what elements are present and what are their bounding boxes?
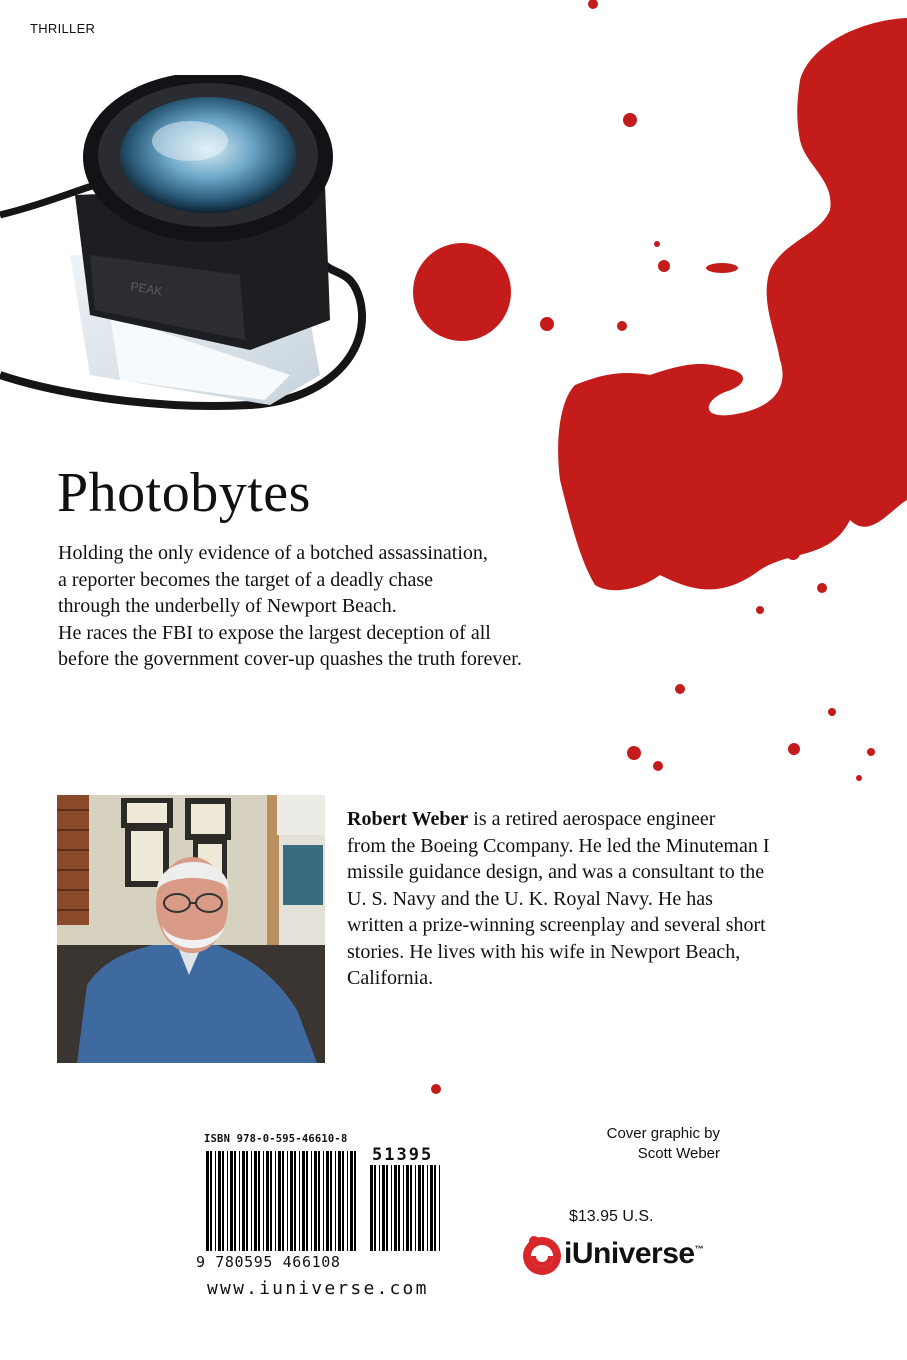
barcode-bar <box>427 1165 428 1251</box>
barcode-bar <box>379 1165 380 1251</box>
barcode-bars <box>206 1151 356 1251</box>
credit-line: Cover graphic by <box>606 1125 720 1142</box>
bio-line: stories. He lives with his wife in Newport Beach, <box>347 940 741 963</box>
barcode-bar <box>323 1151 324 1251</box>
barcode-bar <box>347 1151 348 1251</box>
publisher-name-text: iUniverse <box>564 1237 695 1270</box>
price-code: 51395 <box>372 1145 434 1165</box>
publisher-website: www.iuniverse.com <box>207 1278 429 1299</box>
barcode-bar <box>302 1151 305 1251</box>
barcode-bar <box>406 1165 409 1251</box>
synopsis-line: a reporter becomes the target of a deadly chase <box>58 568 433 591</box>
iuniverse-logo-icon <box>520 1232 564 1276</box>
isbn-label: ISBN 978-0-595-46610-8 <box>204 1133 348 1145</box>
trademark-symbol: ™ <box>694 1244 704 1254</box>
barcode-bar <box>391 1165 392 1251</box>
author-photo <box>57 795 325 1063</box>
barcode-bar <box>254 1151 257 1251</box>
price: $13.95 U.S. <box>569 1208 654 1225</box>
bio-line: from the Boeing Ccompany. He led the Minuteman I <box>347 834 770 857</box>
barcode-bar <box>434 1165 436 1251</box>
barcode-bar <box>370 1165 373 1251</box>
barcode-bar <box>314 1151 317 1251</box>
barcode-bar <box>342 1151 344 1251</box>
barcode-bar <box>430 1165 433 1251</box>
bio-line: U. S. Navy and the U. K. Royal Navy. He has <box>347 887 713 910</box>
synopsis <box>58 540 658 673</box>
barcode-bar <box>239 1151 240 1251</box>
book-title: Photobytes <box>57 462 311 524</box>
barcode-bar <box>410 1165 412 1251</box>
barcode-bar <box>278 1151 281 1251</box>
magnifier-loupe-icon <box>0 75 380 420</box>
bio-line: is a retired aerospace engineer <box>468 808 716 830</box>
barcode-bar <box>290 1151 293 1251</box>
barcode-bar <box>382 1165 385 1251</box>
barcode-bar <box>227 1151 228 1251</box>
barcode-bar <box>299 1151 300 1251</box>
publisher-name <box>564 1237 703 1271</box>
synopsis-line: before the government cover-up quashes the truth forever. <box>58 648 522 670</box>
barcode-bar <box>415 1165 416 1251</box>
barcode-bar <box>398 1165 400 1251</box>
barcode-bar <box>318 1151 320 1251</box>
barcode-bar <box>218 1151 221 1251</box>
barcode-bar <box>306 1151 308 1251</box>
barcode-bar <box>282 1151 284 1251</box>
barcode-bar <box>350 1151 353 1251</box>
barcode-bar <box>326 1151 329 1251</box>
genre-label: THRILLER <box>30 21 96 36</box>
credit-line: Scott Weber <box>637 1145 720 1162</box>
barcode-bar <box>418 1165 421 1251</box>
barcode-bar <box>230 1151 233 1251</box>
barcode-bar <box>222 1151 224 1251</box>
barcode-bar <box>374 1165 376 1251</box>
barcode-bar <box>386 1165 388 1251</box>
svg-text:PEAK: PEAK <box>129 279 164 299</box>
barcode-bar <box>246 1151 248 1251</box>
barcode-bar <box>394 1165 397 1251</box>
barcode-bar <box>206 1151 209 1251</box>
barcode-bar <box>422 1165 424 1251</box>
barcode-bar <box>287 1151 288 1251</box>
cover-credit <box>560 1124 720 1164</box>
barcode-bar <box>258 1151 260 1251</box>
publisher-logo <box>520 1230 703 1278</box>
barcode-bar <box>294 1151 296 1251</box>
synopsis-line: He races the FBI to expose the largest deception of all <box>58 621 491 644</box>
author-bio <box>347 806 847 992</box>
synopsis-line: Holding the only evidence of a botched assassination, <box>58 542 488 564</box>
barcode-bar <box>330 1151 332 1251</box>
barcode-bar <box>354 1151 356 1251</box>
price-barcode-bars <box>370 1165 440 1251</box>
barcode-bar <box>242 1151 245 1251</box>
bio-line: California. <box>347 967 434 989</box>
bio-line: written a prize-winning screenplay and several short <box>347 914 766 936</box>
barcode-bar <box>234 1151 236 1251</box>
barcode-bar <box>439 1165 440 1251</box>
synopsis-line: through the underbelly of Newport Beach. <box>58 595 397 617</box>
barcode-bar <box>275 1151 276 1251</box>
barcode-bar <box>403 1165 404 1251</box>
author-name: Robert Weber <box>347 808 469 830</box>
barcode-bar <box>270 1151 272 1251</box>
barcode-bar <box>215 1151 216 1251</box>
barcode-bar <box>210 1151 212 1251</box>
barcode-bar <box>266 1151 269 1251</box>
bio-line: missile guidance design, and was a consultant to the <box>347 861 765 883</box>
barcode-bar <box>311 1151 312 1251</box>
barcode-bar <box>263 1151 264 1251</box>
ean-digits: 9 780595 466108 <box>196 1253 341 1271</box>
barcode-bar <box>335 1151 336 1251</box>
barcode-bar <box>251 1151 252 1251</box>
barcode-bar <box>338 1151 341 1251</box>
